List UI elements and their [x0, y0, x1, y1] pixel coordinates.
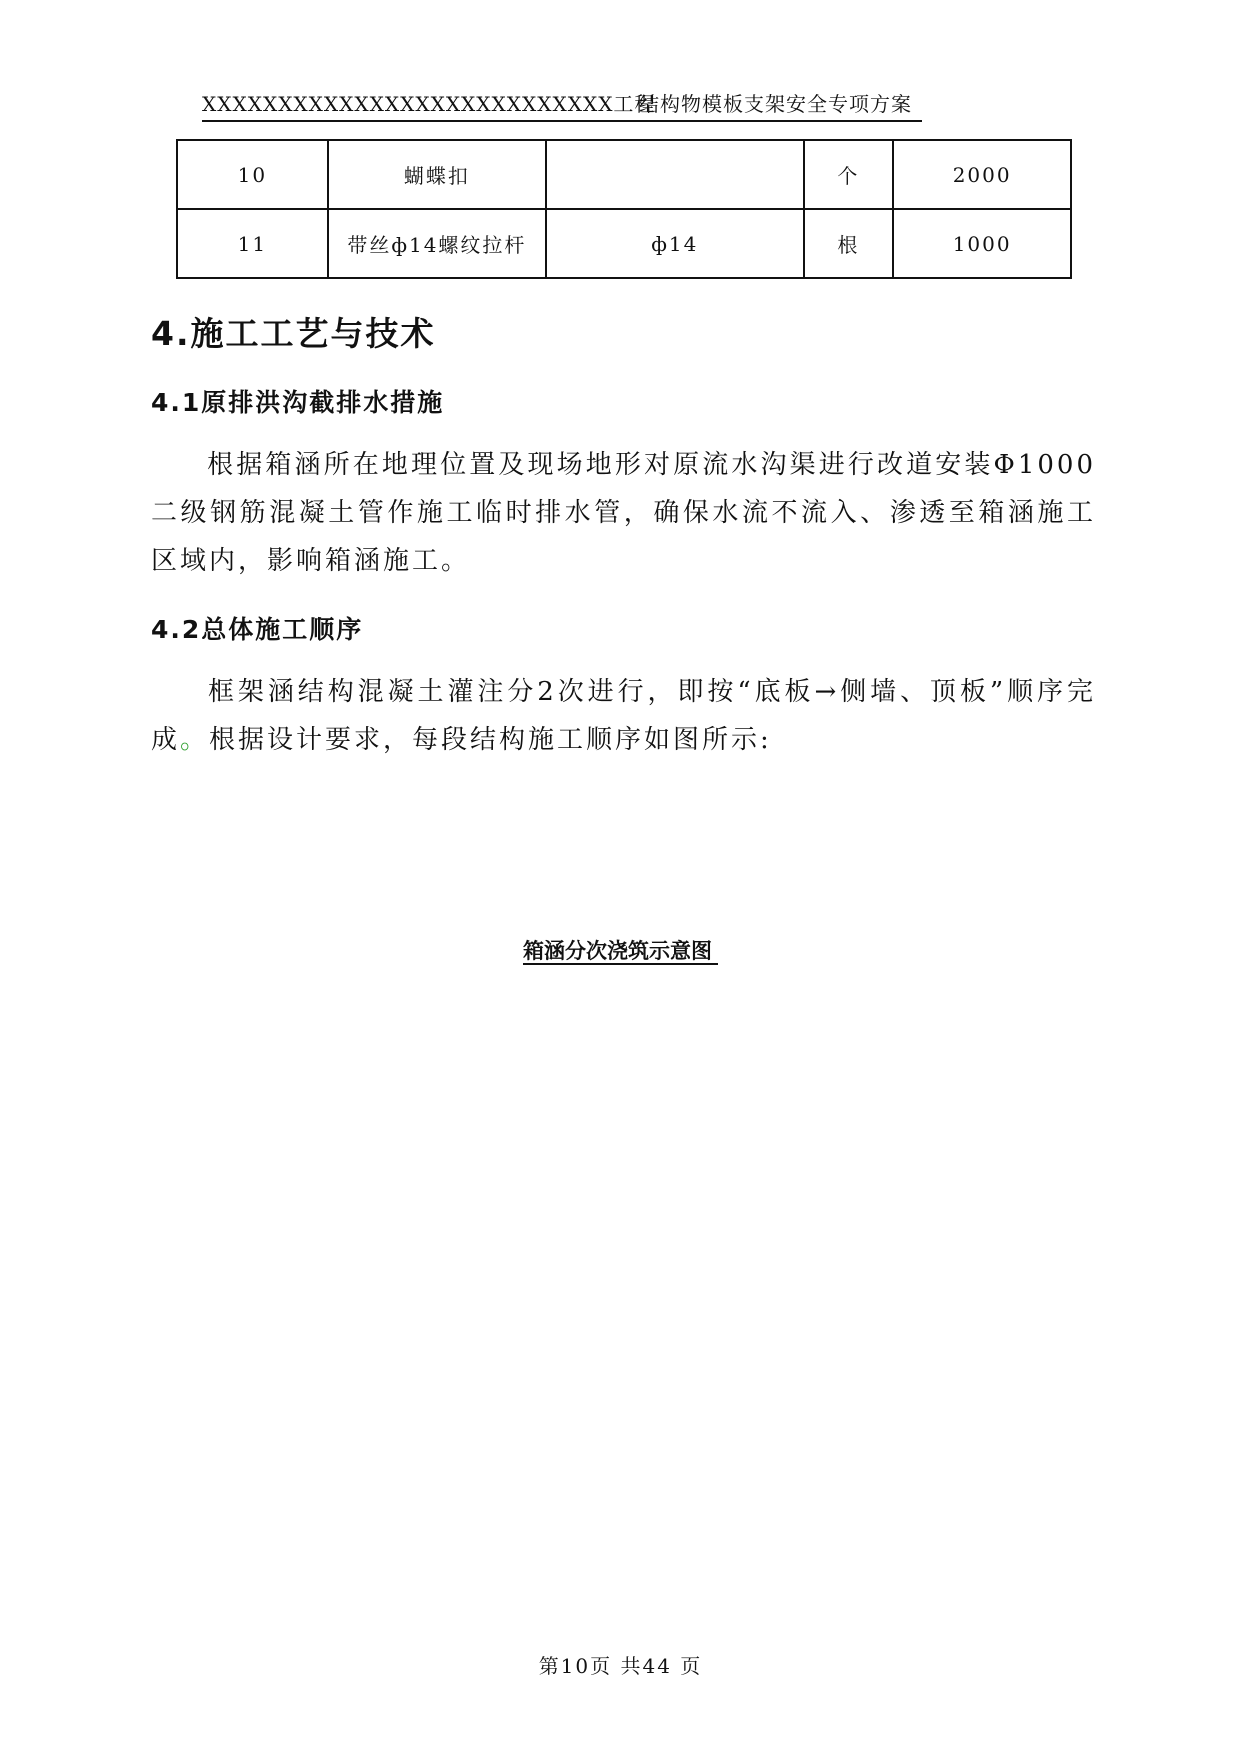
cell-no: 11 — [177, 209, 328, 278]
cell-name: 带丝ф14螺纹拉杆 — [328, 209, 547, 278]
header-project-name: XXXXXXXXXXXXXXXXXXXXXXXXXXX工程 — [202, 92, 656, 116]
section-4-2-body-part1: 框架涵结构混凝土灌注分2次进行，即按“底板→侧墙、顶板”顺序完成 — [151, 677, 1096, 755]
section-4-heading: 4.施工工艺与技术 — [151, 314, 436, 353]
section-4-1-body: 根据箱涵所在地理位置及现场地形对原流水沟渠进行改道安装Φ1000二级钢筋混凝土管作施工临时排水管，确保水流不流入、渗透至箱涵施工区域内，影响箱涵施工。 — [151, 450, 1096, 576]
cell-qty: 1000 — [893, 209, 1071, 278]
figure-caption — [0, 935, 1241, 965]
section-4-1-heading: 4.1原排洪沟截排水措施 — [151, 388, 445, 417]
figure-title: 箱涵分次浇筑示意图 — [523, 939, 718, 965]
materials-table — [176, 139, 1072, 279]
section-4-2-paragraph — [151, 668, 1096, 764]
cell-spec — [546, 140, 803, 209]
table-row — [177, 209, 1071, 278]
cell-no: 10 — [177, 140, 328, 209]
section-4-2-heading: 4.2总体施工顺序 — [151, 615, 364, 644]
cell-name: 蝴蝶扣 — [328, 140, 547, 209]
header-document-title: 结构物模板支架安全专项方案 — [639, 92, 912, 116]
green-full-stop: 。 — [180, 725, 210, 755]
cell-qty: 2000 — [893, 140, 1071, 209]
table-row — [177, 140, 1071, 209]
cell-unit: 个 — [804, 140, 894, 209]
cell-spec: ф14 — [546, 209, 803, 278]
section-4-2-body-part2: 根据设计要求，每段结构施工顺序如图所示: — [209, 725, 772, 755]
section-4-1-paragraph — [151, 441, 1096, 585]
page-header — [202, 88, 922, 122]
cell-unit: 根 — [804, 209, 894, 278]
page-footer: 第10页 共44 页 — [538, 1654, 703, 1678]
